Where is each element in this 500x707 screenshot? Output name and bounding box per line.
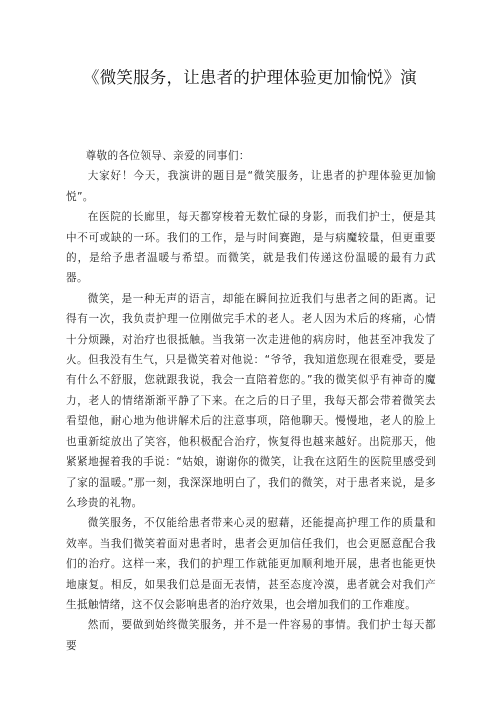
paragraph-story: 微笑，是一种无声的语言，却能在瞬间拉近我们与患者之间的距离。记得有一次，我负责护理一位刚做完手术的老人。老人因为术后的疼痛，心情十分烦躁，对治疗也很抵触。当我第一次走进他的病房时，他甚至冲我发了火。但我没有生气，只是微笑着对他说：“爷爷，我知道您现在很难受，要是有什么不舒服，您就跟我说，我会一直陪着您的。”我的微笑似乎有神奇的魔力，老人的情绪渐渐平静了下来。在之后的日子里，我每天都会带着微笑去看望他，耐心地为他讲解术后的注意事项，陪他聊天。慢慢地，老人的脸上也重新绽放出了笑容，他积极配合治疗，恢复得也越来越好。出院那天，他紧紧地握着我的手说：“姑娘，谢谢你的微笑，让我在这陌生的医院里感受到了家的温暖。”那一刻，我深深地明白了，我们的微笑，对于患者来说，是多么珍贵的礼物。 (66, 292, 436, 509)
document-title: 《微笑服务，让患者的护理体验更加愉悦》演 (83, 68, 417, 87)
paragraph-opening: 大家好！今天，我演讲的题目是“微笑服务，让患者的护理体验更加愉悦”。 (66, 170, 436, 203)
document-body (66, 146, 436, 656)
paragraph-hospital-corridor: 在医院的长廊里，每天都穿梭着无数忙碌的身影，而我们护士，便是其中不可或缺的一环。我们的工作，是与时间赛跑，是与病魔较量，但更重要的，是给予患者温暖与希望。而微笑，就是我们传递这份温暖的最有力武器。 (66, 211, 436, 285)
paragraph-challenge: 然而，要做到始终微笑服务，并不是一件容易的事情。我们护士每天都要 (66, 619, 436, 652)
paragraph-benefits: 微笑服务，不仅能给患者带来心灵的慰藉，还能提高护理工作的质量和效率。当我们微笑着面对患者时，患者会更加信任我们，也会更愿意配合我们的治疗。这样一来，我们的护理工作就能更加顺利地开展，患者也能更快地康复。相反，如果我们总是面无表情，甚至态度冷漠，患者就会对我们产生抵触情绪，这不仅会影响患者的治疗效果，也会增加我们的工作难度。 (66, 517, 436, 611)
paragraph-greeting: 尊敬的各位领导、亲爱的同事们： (85, 150, 250, 162)
